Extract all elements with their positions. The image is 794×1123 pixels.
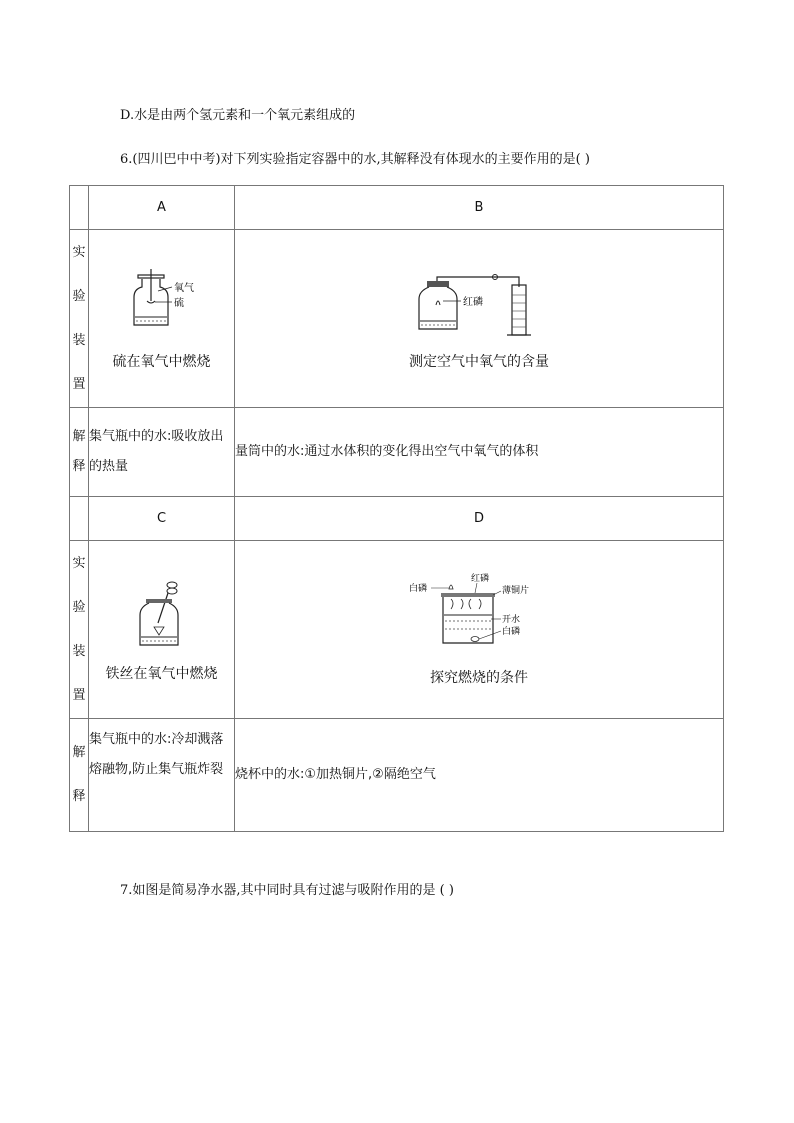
label-oxygen: 氧气 — [173, 282, 194, 294]
header-blank-cell-2 — [70, 497, 89, 541]
caption-b: 测定空气中氧气的含量 — [409, 353, 549, 370]
explanation-c: 集气瓶中的水:冷却溅落熔融物,防止集气瓶炸裂 — [89, 719, 235, 832]
row-label-explain: 解 释 — [70, 408, 89, 497]
explanation-a: 集气瓶中的水:吸收放出的热量 — [89, 408, 235, 497]
option-d-text: D.水是由两个氢元素和一个氧元素组成的 — [120, 108, 356, 123]
header-a: A — [89, 186, 235, 230]
device-b-cell — [235, 230, 724, 408]
label-boiling-water: 开水 — [502, 614, 521, 625]
label-copper-sheet: 薄铜片 — [502, 585, 530, 596]
caption-d: 探究燃烧的条件 — [430, 669, 528, 686]
explanation-d: 烧杯中的水:①加热铜片,②隔绝空气 — [235, 719, 724, 832]
explanation-b: 量筒中的水:通过水体积的变化得出空气中氧气的体积 — [235, 408, 724, 497]
sulfur-burning-apparatus — [122, 267, 202, 339]
caption-c: 铁丝在氧气中燃烧 — [105, 665, 218, 682]
label-red-phosphorus: 红磷 — [463, 296, 483, 308]
label-white-phosphorus-top: 白磷 — [409, 583, 428, 594]
row-label-device: 实 验 装 置 — [70, 230, 89, 408]
header-b: B — [235, 186, 724, 230]
iron-wire-burning-apparatus — [132, 577, 192, 651]
label-red-phosphorus-d: 红磷 — [471, 573, 490, 584]
header-blank-cell — [70, 186, 89, 230]
device-d-cell — [235, 541, 724, 719]
header-c: C — [89, 497, 235, 541]
experiment-table — [69, 185, 724, 832]
question-6-stem: 6.(四川巴中中考)对下列实验指定容器中的水,其解释没有体现水的主要作用的是( ) — [120, 152, 590, 167]
header-d: D — [235, 497, 724, 541]
row-label-explain-2: 解 释 — [70, 719, 89, 832]
row-label-device-2: 实 验 装 置 — [70, 541, 89, 719]
label-white-phosphorus-bottom: 白磷 — [502, 626, 521, 637]
label-sulfur: 硫 — [173, 297, 184, 309]
question-7-stem: 7.如图是简易净水器,其中同时具有过滤与吸附作用的是 ( ) — [120, 883, 454, 898]
device-c-cell — [89, 541, 235, 719]
caption-a: 硫在氧气中燃烧 — [112, 353, 211, 370]
combustion-conditions-apparatus — [409, 573, 549, 655]
oxygen-content-apparatus — [409, 267, 549, 339]
device-a-cell — [89, 230, 235, 408]
